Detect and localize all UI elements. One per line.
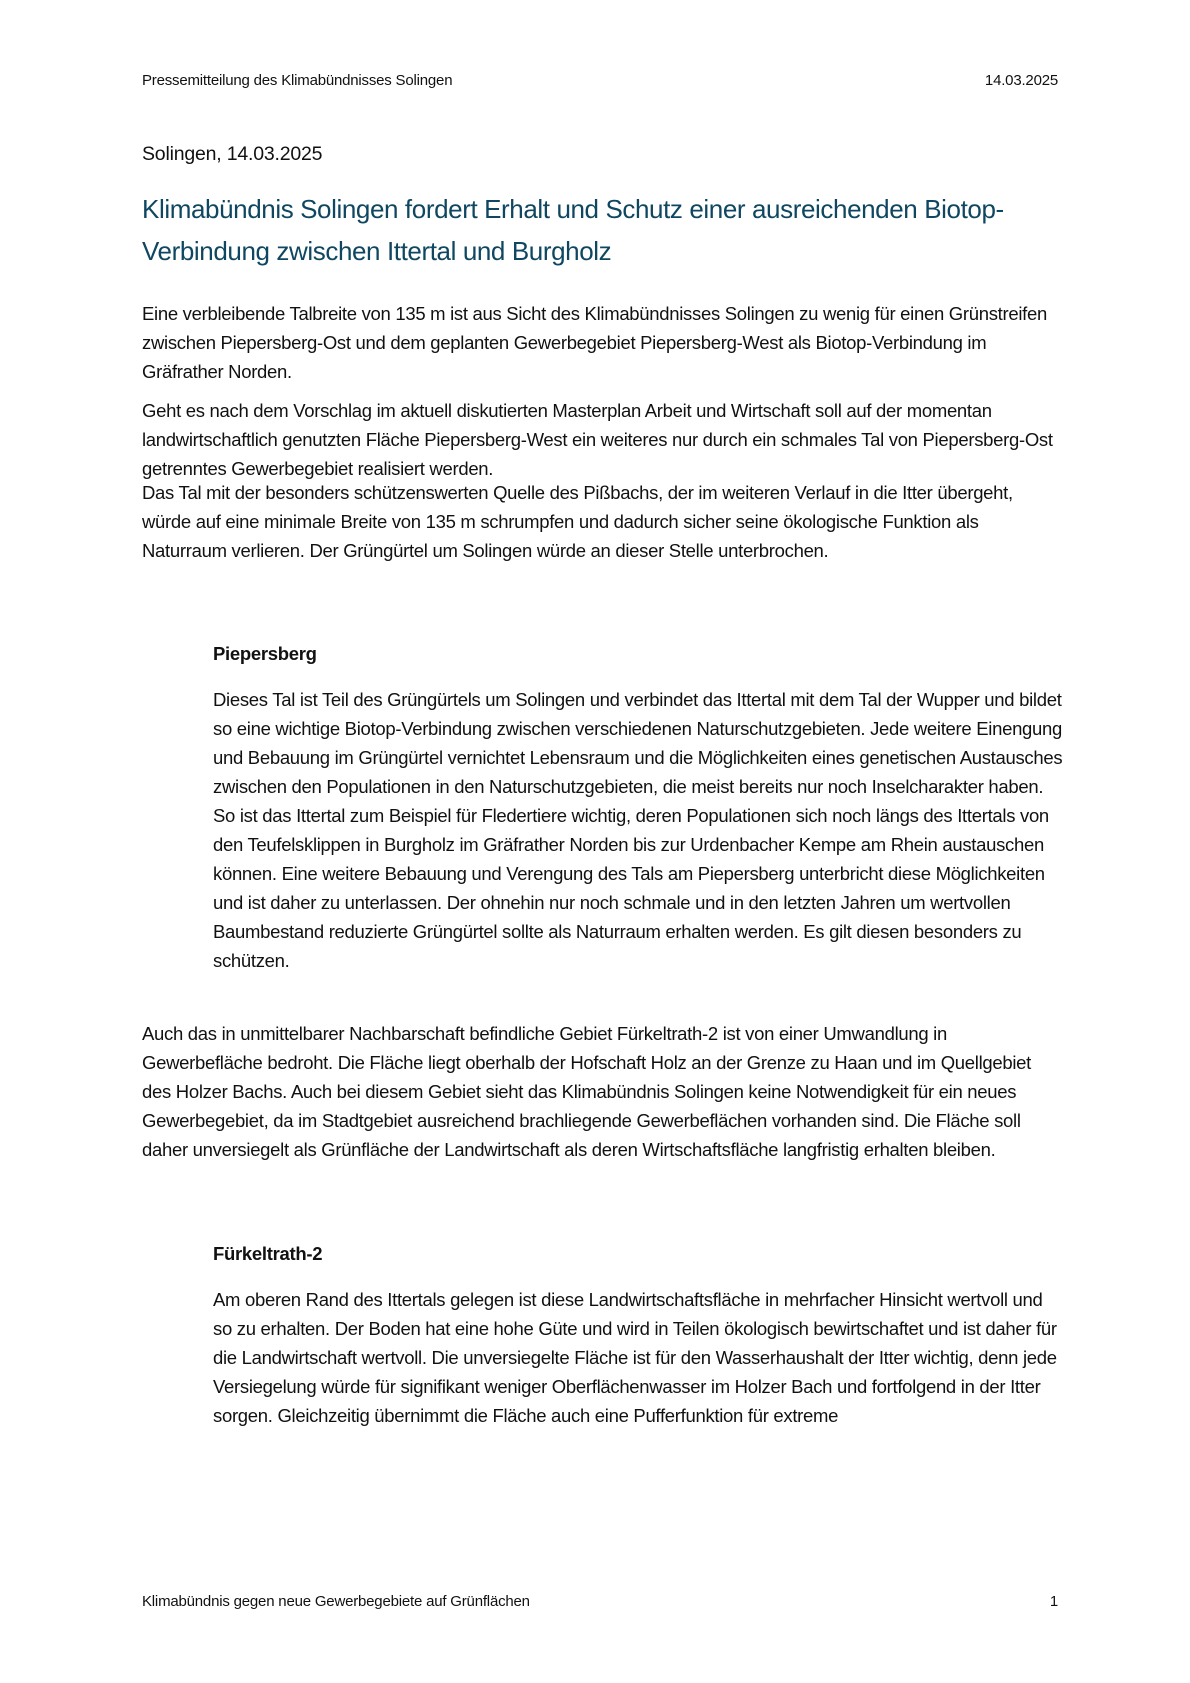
intro-paragraph: Eine verbleibende Talbreite von 135 m ist aus Sicht des Klimabündnisses Solingen zu wenig für einen Grünstreifen zwischen Piepersberg-Ost und dem geplanten Gewerbegebiet Piepersberg-West als Biotop-Verbindung im Gräfrather Norden. [142,303,1047,382]
document-title: Klimabündnis Solingen fordert Erhalt und Schutz einer ausreichenden Biotop-Verbindung zwischen Ittertal und Burgholz [142,194,1004,266]
proposal-paragraph: Geht es nach dem Vorschlag im aktuell diskutierten Masterplan Arbeit und Wirtschaft soll auf der momentan landwirtschaftlich genutzten Fläche Piepersberg-West ein weiteres nur durch ein schmales Tal von Piepersberg-Ost getrenntes Gewerbegebiet realisiert werden. [142,400,1053,479]
valley-paragraph: Das Tal mit der besonders schützenswerten Quelle des Pißbachs, der im weiteren Verlauf in die Itter übergeht, würde auf eine minimale Breite von 135 m schrumpfen und dadurch sicher seine ökologische Funktion als Naturraum verlieren. Der Grüngürtel um Solingen würde an dieser Stelle unterbrochen. [142,482,1013,561]
page-header [142,72,1058,89]
page-footer [142,1593,1058,1610]
section-heading-fuerkeltrath: Fürkeltrath-2 [213,1243,323,1264]
section-text-piepersberg: Dieses Tal ist Teil des Grüngürtels um Solingen und verbindet das Ittertal mit dem Tal der Wupper und bildet so eine wichtige Biotop-Verbindung zwischen verschiedenen Naturschutzgebieten. Jede weitere Einengung und Bebauung im Grüngürtel vernichtet Lebensraum und die Möglichkeiten eines genetischen Austausches zwischen den Populationen in den Naturschutzgebieten, die meist bereits nur noch Inselcharakter haben. So ist das Ittertal zum Beispiel für Fledertiere wichtig, deren Populationen sich noch längs des Ittertals von den Teufelsklippen in Burgholz im Gräfrather Norden bis zur Urdenbacher Kempe am Rhein austauschen können. Eine weitere Bebauung und Verengung des Tals am Piepersberg unterbricht diese Möglichkeiten und ist daher zu unterlassen. Der ohnehin nur noch schmale und in den letzten Jahren um wertvollen Baumbestand reduzierte Grüngürtel sollte als Naturraum erhalten werden. Es gilt diesen besonders zu schützen. [213,689,1063,971]
section-text-fuerkeltrath: Am oberen Rand des Ittertals gelegen ist diese Landwirtschaftsfläche in mehrfacher Hinsicht wertvoll und so zu erhalten. Der Boden hat eine hohe Güte und wird in Teilen ökologisch bewirtschaftet und ist daher für die Landwirtschaft wertvoll. Die unversiegelte Fläche ist für den Wasserhaushalt der Itter wichtig, denn jede Versiegelung würde für signifikant weniger Oberflächenwasser im Holzer Bach und fortfolgend in der Itter sorgen. Gleichzeitig übernimmt die Fläche auch eine Pufferfunktion für extreme [213,1289,1057,1426]
footer-title: Klimabündnis gegen neue Gewerbegebiete auf Grünflächen [142,1593,530,1610]
page-number: 1 [1049,1593,1058,1610]
place-date: Solingen, 14.03.2025 [142,143,323,165]
section-heading-piepersberg: Piepersberg [213,643,317,664]
fuerkeltrath-paragraph: Auch das in unmittelbarer Nachbarschaft befindliche Gebiet Fürkeltrath-2 ist von einer Umwandlung in Gewerbefläche bedroht. Die Fläche liegt oberhalb der Hofschaft Holz an der Grenze zu Haan und im Quellgebiet des Holzer Bachs. Auch bei diesem Gebiet sieht das Klimabündnis Solingen keine Notwendigkeit für ein neues Gewerbegebiet, da im Stadtgebiet ausreichend brachliegende Gewerbeflächen vorhanden sind. Die Fläche soll daher unversiegelt als Grünfläche der Landwirtschaft als deren Wirtschaftsfläche langfristig erhalten bleiben. [142,1023,1032,1160]
header-date: 14.03.2025 [984,72,1058,89]
header-title: Pressemitteilung des Klimabündnisses Solingen [142,72,453,89]
